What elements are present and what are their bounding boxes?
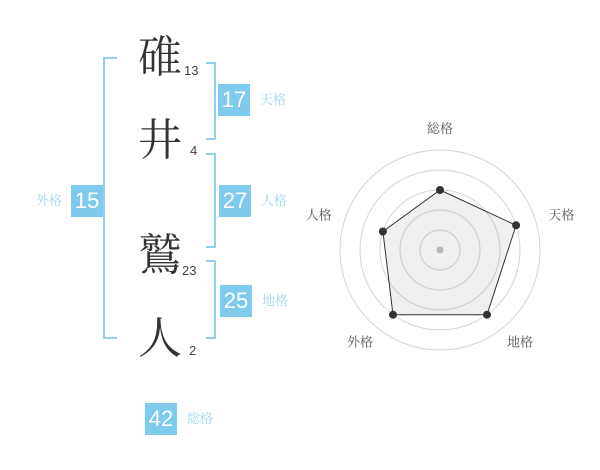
stroke-count: 23 xyxy=(182,263,197,278)
jinkaku-bracket xyxy=(206,153,216,248)
radar-axis-label: 人格 xyxy=(305,207,332,223)
tenkaku-label: 天格 xyxy=(260,92,287,107)
gaikaku-badge: 15 xyxy=(71,185,103,217)
name-char: 鷲 xyxy=(138,231,182,280)
radar-axis-label: 総格 xyxy=(426,121,454,136)
radar-axis-label: 天格 xyxy=(548,207,575,223)
name-char: 井 xyxy=(138,116,182,165)
kaku-radar-chart xyxy=(295,105,585,365)
stroke-count: 13 xyxy=(184,63,199,78)
name-char: 碓 xyxy=(138,33,182,82)
gaikaku-label: 外格 xyxy=(36,193,63,208)
chikaku-badge: 25 xyxy=(220,285,252,317)
radar-data-point xyxy=(389,311,397,319)
radar-data-point xyxy=(512,221,520,229)
tenkaku-bracket xyxy=(206,62,216,140)
name-char: 人 xyxy=(138,314,182,363)
soukaku-badge: 42 xyxy=(145,403,177,435)
tenkaku-badge: 17 xyxy=(218,84,250,116)
soukaku-label: 総格 xyxy=(187,411,214,426)
jinkaku-label: 人格 xyxy=(261,193,288,208)
radar-axis-label: 外格 xyxy=(346,334,373,350)
radar-series-polygon xyxy=(383,190,516,315)
radar-svg xyxy=(295,105,585,365)
radar-data-point xyxy=(483,311,491,319)
gaikaku-bracket xyxy=(103,57,117,339)
radar-axis-label: 地格 xyxy=(507,334,534,350)
chikaku-bracket xyxy=(206,260,216,339)
jinkaku-badge: 27 xyxy=(219,185,251,217)
chikaku-label: 地格 xyxy=(262,293,289,308)
radar-data-point xyxy=(379,228,387,236)
stroke-count: 2 xyxy=(189,343,197,358)
radar-data-point xyxy=(436,186,444,194)
stroke-count: 4 xyxy=(190,143,198,158)
